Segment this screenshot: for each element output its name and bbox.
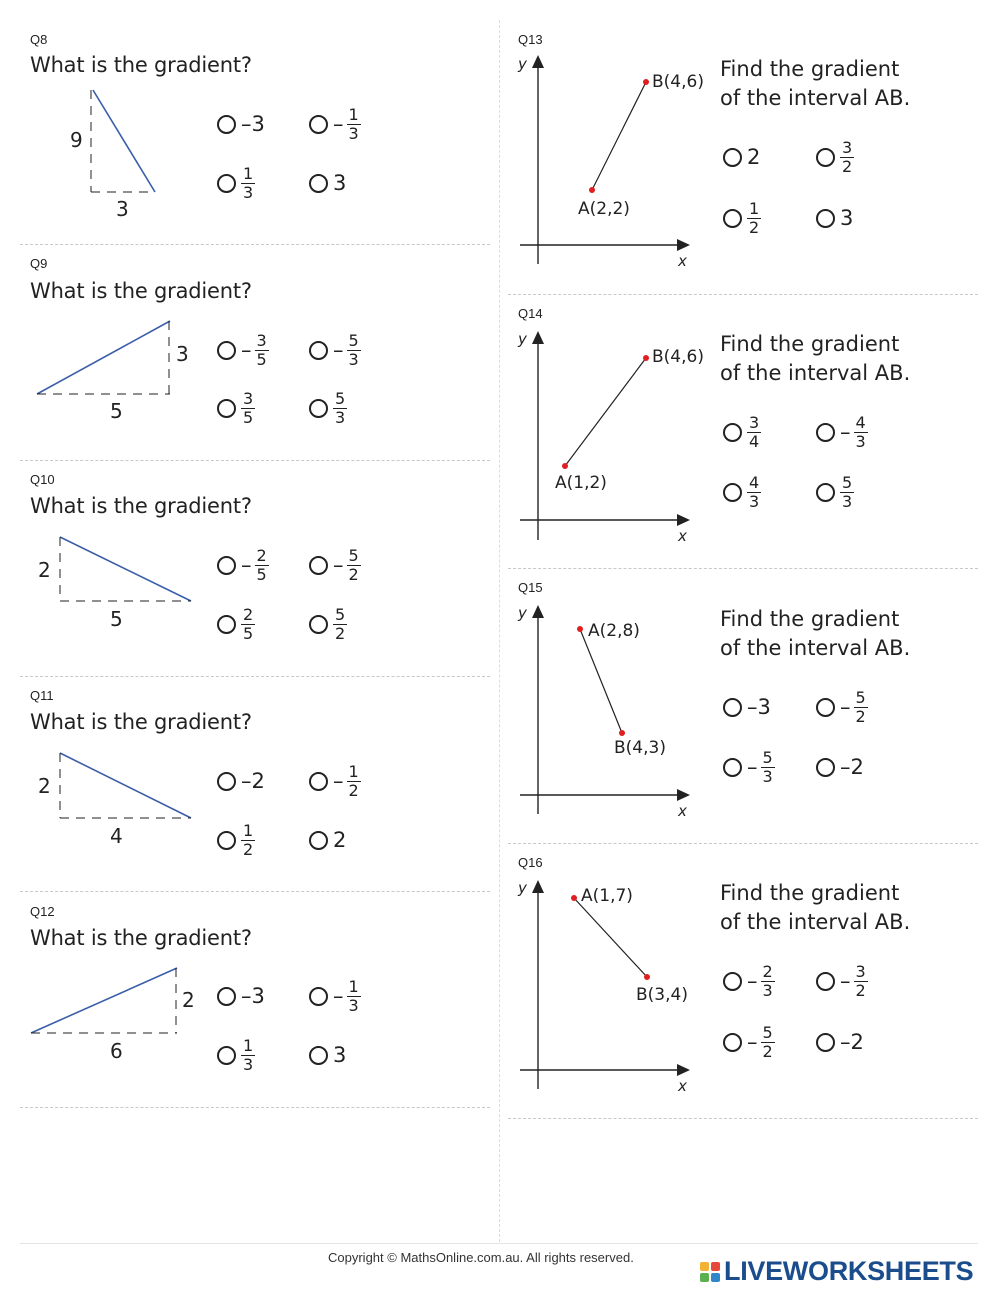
radio-circle[interactable] [309, 772, 328, 791]
option-3[interactable] [217, 160, 255, 206]
separator [508, 294, 978, 295]
y-axis-arrow [532, 605, 544, 618]
option-3[interactable] [217, 601, 255, 647]
y-axis-arrow [532, 55, 544, 68]
interval-ab [592, 82, 646, 190]
prompt-line-1: Find the gradient [720, 607, 900, 631]
fraction-denominator: 3 [762, 980, 773, 1000]
separator [20, 460, 490, 461]
run-label: 3 [116, 197, 129, 221]
option-sign: – [241, 338, 252, 362]
option-fraction [747, 414, 761, 451]
fraction-numerator: 1 [243, 1035, 254, 1055]
question-label: Q12 [30, 904, 55, 919]
option-sign: – [333, 112, 344, 136]
rise-label: 3 [176, 342, 189, 366]
separator [20, 1107, 490, 1108]
radio-circle[interactable] [217, 174, 236, 193]
option-4[interactable] [816, 469, 854, 515]
option-value [840, 1030, 864, 1054]
point-b-label: B(4,3) [614, 738, 666, 758]
radio-circle[interactable] [217, 115, 236, 134]
point-a-label: A(1,2) [555, 473, 607, 493]
x-axis-label: x [678, 527, 687, 545]
radio-circle[interactable] [816, 209, 835, 228]
radio-circle[interactable] [816, 698, 835, 717]
fraction-numerator: 3 [842, 137, 853, 157]
option-fraction [255, 332, 269, 369]
option-4[interactable] [309, 385, 347, 431]
point-b-label: B(4,6) [652, 347, 704, 367]
point-a [589, 187, 595, 193]
fraction-denominator: 5 [243, 623, 254, 643]
fraction-numerator: 1 [243, 163, 254, 183]
separator [20, 244, 490, 245]
x-axis-arrow [677, 239, 690, 251]
y-axis-label: y [518, 604, 527, 622]
option-value [840, 474, 854, 511]
radio-circle[interactable] [309, 399, 328, 418]
question-label: Q11 [30, 688, 54, 703]
question-prompt: What is the gradient? [30, 494, 252, 518]
fraction-numerator: 5 [335, 388, 346, 408]
option-fraction [854, 689, 868, 726]
option-3[interactable] [217, 385, 255, 431]
fraction-denominator: 3 [749, 491, 760, 511]
option-2[interactable] [816, 684, 868, 730]
prompt-line-2: of the interval AB. [720, 361, 911, 385]
radio-circle[interactable] [217, 615, 236, 634]
option-sign: – [840, 969, 851, 993]
option-value [747, 695, 771, 719]
column-divider [499, 20, 500, 1242]
radio-circle[interactable] [309, 556, 328, 575]
hypotenuse-line [37, 321, 170, 394]
x-axis-label: x [678, 802, 687, 820]
option-sign: – [333, 553, 344, 577]
fraction-denominator: 2 [335, 623, 346, 643]
radio-circle[interactable] [309, 1046, 328, 1065]
fraction-numerator: 1 [243, 820, 254, 840]
fraction-numerator: 1 [348, 104, 359, 124]
option-whole: 2 [747, 145, 761, 169]
fraction-denominator: 2 [348, 780, 359, 800]
radio-circle[interactable] [723, 148, 742, 167]
option-fraction [761, 963, 775, 1000]
interval-ab [574, 898, 647, 977]
option-value [241, 606, 255, 643]
option-3[interactable] [723, 744, 775, 790]
option-value [241, 1037, 255, 1074]
rise-label: 2 [38, 774, 51, 798]
question-prompt [720, 55, 910, 113]
radio-circle[interactable] [723, 698, 742, 717]
y-axis-label: y [518, 330, 527, 348]
fraction-numerator: 3 [256, 330, 267, 350]
fraction-denominator: 3 [855, 431, 866, 451]
option-value [333, 106, 361, 143]
option-4[interactable] [309, 1032, 346, 1078]
option-value [333, 390, 347, 427]
option-value [747, 145, 760, 169]
point-b [643, 355, 649, 361]
fraction-numerator: 4 [855, 412, 866, 432]
fraction-denominator: 2 [762, 1041, 773, 1061]
option-value [333, 547, 361, 584]
option-value [840, 139, 854, 176]
rise-label: 2 [182, 988, 195, 1012]
question-label: Q14 [518, 306, 543, 321]
fraction-denominator: 3 [348, 123, 359, 143]
fraction-numerator: 2 [762, 961, 773, 981]
radio-circle[interactable] [309, 615, 328, 634]
option-fraction [333, 606, 347, 643]
fraction-numerator: 5 [762, 747, 773, 767]
option-4[interactable] [816, 744, 864, 790]
option-whole: –2 [241, 769, 265, 793]
option-fraction [761, 1024, 775, 1061]
separator [508, 568, 978, 569]
option-sign: – [333, 338, 344, 362]
option-value [333, 171, 346, 195]
option-2[interactable] [816, 958, 868, 1004]
fraction-numerator: 3 [855, 961, 866, 981]
option-value [747, 414, 761, 451]
option-fraction [840, 139, 854, 176]
question-label: Q15 [518, 580, 543, 595]
option-value [333, 763, 361, 800]
option-sign: – [840, 420, 851, 444]
option-value [333, 332, 361, 369]
option-4[interactable] [309, 817, 346, 863]
prompt-line-1: Find the gradient [720, 332, 900, 356]
option-fraction [854, 414, 868, 451]
fraction-numerator: 5 [348, 545, 359, 565]
hypotenuse-line [31, 968, 177, 1033]
option-whole: –3 [241, 984, 265, 1008]
radio-circle[interactable] [217, 341, 236, 360]
fraction-denominator: 3 [243, 1054, 254, 1074]
fraction-numerator: 2 [243, 604, 254, 624]
option-whole: 2 [333, 828, 347, 852]
option-value [747, 749, 775, 786]
option-value [840, 206, 853, 230]
x-axis-label: x [678, 1077, 687, 1095]
fraction-denominator: 5 [256, 349, 267, 369]
question-label: Q16 [518, 855, 543, 870]
separator [508, 843, 978, 844]
option-value [333, 606, 347, 643]
point-b-label: B(3,4) [636, 985, 688, 1005]
prompt-line-2: of the interval AB. [720, 86, 911, 110]
option-2[interactable] [816, 409, 868, 455]
option-1[interactable] [217, 542, 269, 588]
option-sign: – [747, 755, 758, 779]
option-whole: 3 [333, 1043, 347, 1067]
option-2[interactable] [309, 542, 361, 588]
option-fraction [747, 200, 761, 237]
option-fraction [347, 106, 361, 143]
option-fraction [241, 165, 255, 202]
option-fraction [241, 822, 255, 859]
fraction-denominator: 3 [348, 995, 359, 1015]
option-value [241, 547, 269, 584]
option-value [747, 1024, 775, 1061]
interval-ab [565, 358, 646, 466]
option-2[interactable] [309, 758, 361, 804]
liveworksheets-logo[interactable] [700, 1256, 973, 1287]
radio-circle[interactable] [309, 341, 328, 360]
fraction-numerator: 4 [749, 472, 760, 492]
fraction-denominator: 3 [842, 491, 853, 511]
radio-circle[interactable] [723, 972, 742, 991]
fraction-denominator: 5 [243, 407, 254, 427]
option-value [840, 963, 868, 1000]
option-value [840, 755, 864, 779]
question-prompt: What is the gradient? [30, 926, 252, 950]
y-axis-label: y [518, 879, 527, 897]
option-1[interactable] [723, 409, 761, 455]
fraction-numerator: 1 [348, 976, 359, 996]
question-prompt: What is the gradient? [30, 279, 252, 303]
option-value [241, 769, 265, 793]
x-axis-label: x [678, 252, 687, 270]
option-fraction [854, 963, 868, 1000]
radio-circle[interactable] [309, 115, 328, 134]
fraction-numerator: 3 [243, 388, 254, 408]
option-value [333, 1043, 346, 1067]
option-whole: –2 [840, 755, 864, 779]
radio-circle[interactable] [217, 399, 236, 418]
option-fraction [840, 474, 854, 511]
question-prompt [720, 879, 910, 937]
option-fraction [761, 749, 775, 786]
option-fraction [347, 763, 361, 800]
prompt-line-1: Find the gradient [720, 881, 900, 905]
option-fraction [347, 332, 361, 369]
radio-circle[interactable] [816, 758, 835, 777]
option-whole: 3 [840, 206, 854, 230]
prompt-line-2: of the interval AB. [720, 636, 911, 660]
point-a [562, 463, 568, 469]
option-1[interactable] [723, 958, 775, 1004]
fraction-numerator: 2 [256, 545, 267, 565]
prompt-line-2: of the interval AB. [720, 910, 911, 934]
option-fraction [333, 390, 347, 427]
option-1[interactable] [217, 327, 269, 373]
point-a [577, 626, 583, 632]
option-4[interactable] [816, 1019, 864, 1065]
option-value [241, 165, 255, 202]
option-whole: –3 [241, 112, 265, 136]
question-prompt: What is the gradient? [30, 710, 252, 734]
run-label: 5 [110, 607, 123, 631]
radio-circle[interactable] [816, 1033, 835, 1052]
run-label: 4 [110, 824, 123, 848]
fraction-numerator: 3 [749, 412, 760, 432]
point-a-label: A(1,7) [581, 886, 633, 906]
fraction-denominator: 2 [243, 839, 254, 859]
option-fraction [241, 1037, 255, 1074]
fraction-denominator: 2 [749, 217, 760, 237]
question-label: Q8 [30, 32, 48, 47]
radio-circle[interactable] [816, 148, 835, 167]
separator [20, 676, 490, 677]
radio-circle[interactable] [309, 987, 328, 1006]
fraction-numerator: 5 [762, 1022, 773, 1042]
option-value [241, 822, 255, 859]
radio-circle[interactable] [309, 831, 328, 850]
run-label: 6 [110, 1039, 123, 1063]
prompt-line-1: Find the gradient [720, 57, 900, 81]
logo-text: LIVEWORKSHEETS [724, 1256, 974, 1286]
option-1[interactable] [217, 758, 265, 804]
option-whole: –2 [840, 1030, 864, 1054]
radio-circle[interactable] [816, 483, 835, 502]
fraction-denominator: 2 [855, 980, 866, 1000]
hypotenuse-line [60, 753, 191, 818]
option-2[interactable] [309, 973, 361, 1019]
fraction-denominator: 3 [243, 182, 254, 202]
option-3[interactable] [723, 469, 761, 515]
radio-circle[interactable] [723, 209, 742, 228]
option-fraction [347, 978, 361, 1015]
fraction-denominator: 2 [348, 564, 359, 584]
rise-label: 9 [70, 128, 83, 152]
radio-circle[interactable] [217, 556, 236, 575]
interval-ab [580, 629, 622, 733]
option-4[interactable] [309, 160, 346, 206]
fraction-denominator: 2 [855, 706, 866, 726]
option-2[interactable] [816, 134, 854, 180]
option-value [747, 963, 775, 1000]
option-4[interactable] [309, 601, 347, 647]
y-axis-arrow [532, 880, 544, 893]
option-value [241, 332, 269, 369]
option-sign: – [747, 969, 758, 993]
option-value [747, 474, 761, 511]
question-prompt: What is the gradient? [30, 53, 252, 77]
option-value [840, 414, 868, 451]
point-b [619, 730, 625, 736]
option-3[interactable] [217, 817, 255, 863]
option-fraction [347, 547, 361, 584]
option-sign: – [747, 1030, 758, 1054]
question-label: Q9 [30, 256, 48, 271]
point-a-label: A(2,8) [588, 621, 640, 641]
radio-circle[interactable] [217, 772, 236, 791]
separator [20, 891, 490, 892]
option-3[interactable] [217, 1032, 255, 1078]
point-b [643, 79, 649, 85]
logo-icon [700, 1262, 720, 1282]
option-value [241, 112, 265, 136]
fraction-numerator: 5 [335, 604, 346, 624]
option-fraction [747, 474, 761, 511]
radio-circle[interactable] [723, 1033, 742, 1052]
option-1[interactable] [217, 101, 265, 147]
option-value [840, 689, 868, 726]
option-3[interactable] [723, 195, 761, 241]
radio-circle[interactable] [816, 423, 835, 442]
fraction-numerator: 1 [749, 198, 760, 218]
fraction-numerator: 5 [855, 687, 866, 707]
fraction-denominator: 3 [762, 766, 773, 786]
option-sign: – [333, 984, 344, 1008]
option-fraction [241, 606, 255, 643]
fraction-denominator: 3 [335, 407, 346, 427]
radio-circle[interactable] [816, 972, 835, 991]
option-3[interactable] [723, 1019, 775, 1065]
hypotenuse-line [60, 537, 191, 601]
point-b [644, 974, 650, 980]
radio-circle[interactable] [217, 987, 236, 1006]
option-sign: – [241, 553, 252, 577]
option-1[interactable] [723, 134, 760, 180]
point-a [571, 895, 577, 901]
radio-circle[interactable] [723, 483, 742, 502]
option-value [241, 984, 265, 1008]
option-value [333, 978, 361, 1015]
option-1[interactable] [217, 973, 265, 1019]
fraction-numerator: 5 [348, 330, 359, 350]
footer-divider [20, 1243, 978, 1244]
point-b-label: B(4,6) [652, 72, 704, 92]
question-prompt [720, 605, 910, 663]
x-axis-arrow [677, 789, 690, 801]
radio-circle[interactable] [217, 1046, 236, 1065]
y-axis-arrow [532, 331, 544, 344]
x-axis-arrow [677, 1064, 690, 1076]
option-value [241, 390, 255, 427]
option-1[interactable] [723, 684, 771, 730]
run-label: 5 [110, 399, 123, 423]
fraction-denominator: 4 [749, 431, 760, 451]
radio-circle[interactable] [217, 831, 236, 850]
option-value [747, 200, 761, 237]
radio-circle[interactable] [723, 758, 742, 777]
question-prompt [720, 330, 910, 388]
fraction-denominator: 2 [842, 156, 853, 176]
point-a-label: A(2,2) [578, 199, 630, 219]
separator [508, 1118, 978, 1119]
question-label: Q13 [518, 32, 543, 47]
option-sign: – [840, 695, 851, 719]
question-label: Q10 [30, 472, 55, 487]
option-whole: –3 [747, 695, 771, 719]
hypotenuse-line [93, 90, 155, 192]
fraction-denominator: 3 [348, 349, 359, 369]
radio-circle[interactable] [309, 174, 328, 193]
option-2[interactable] [309, 327, 361, 373]
rise-label: 2 [38, 558, 51, 582]
option-fraction [241, 390, 255, 427]
option-4[interactable] [816, 195, 853, 241]
x-axis-arrow [677, 514, 690, 526]
radio-circle[interactable] [723, 423, 742, 442]
copyright-text: Copyright © MathsOnline.com.au. All rights reserved. [328, 1250, 634, 1265]
fraction-numerator: 1 [348, 761, 359, 781]
option-whole: 3 [333, 171, 347, 195]
option-2[interactable] [309, 101, 361, 147]
y-axis-label: y [518, 55, 527, 73]
fraction-numerator: 5 [842, 472, 853, 492]
fraction-denominator: 5 [256, 564, 267, 584]
option-fraction [255, 547, 269, 584]
option-sign: – [333, 769, 344, 793]
option-value [333, 828, 346, 852]
